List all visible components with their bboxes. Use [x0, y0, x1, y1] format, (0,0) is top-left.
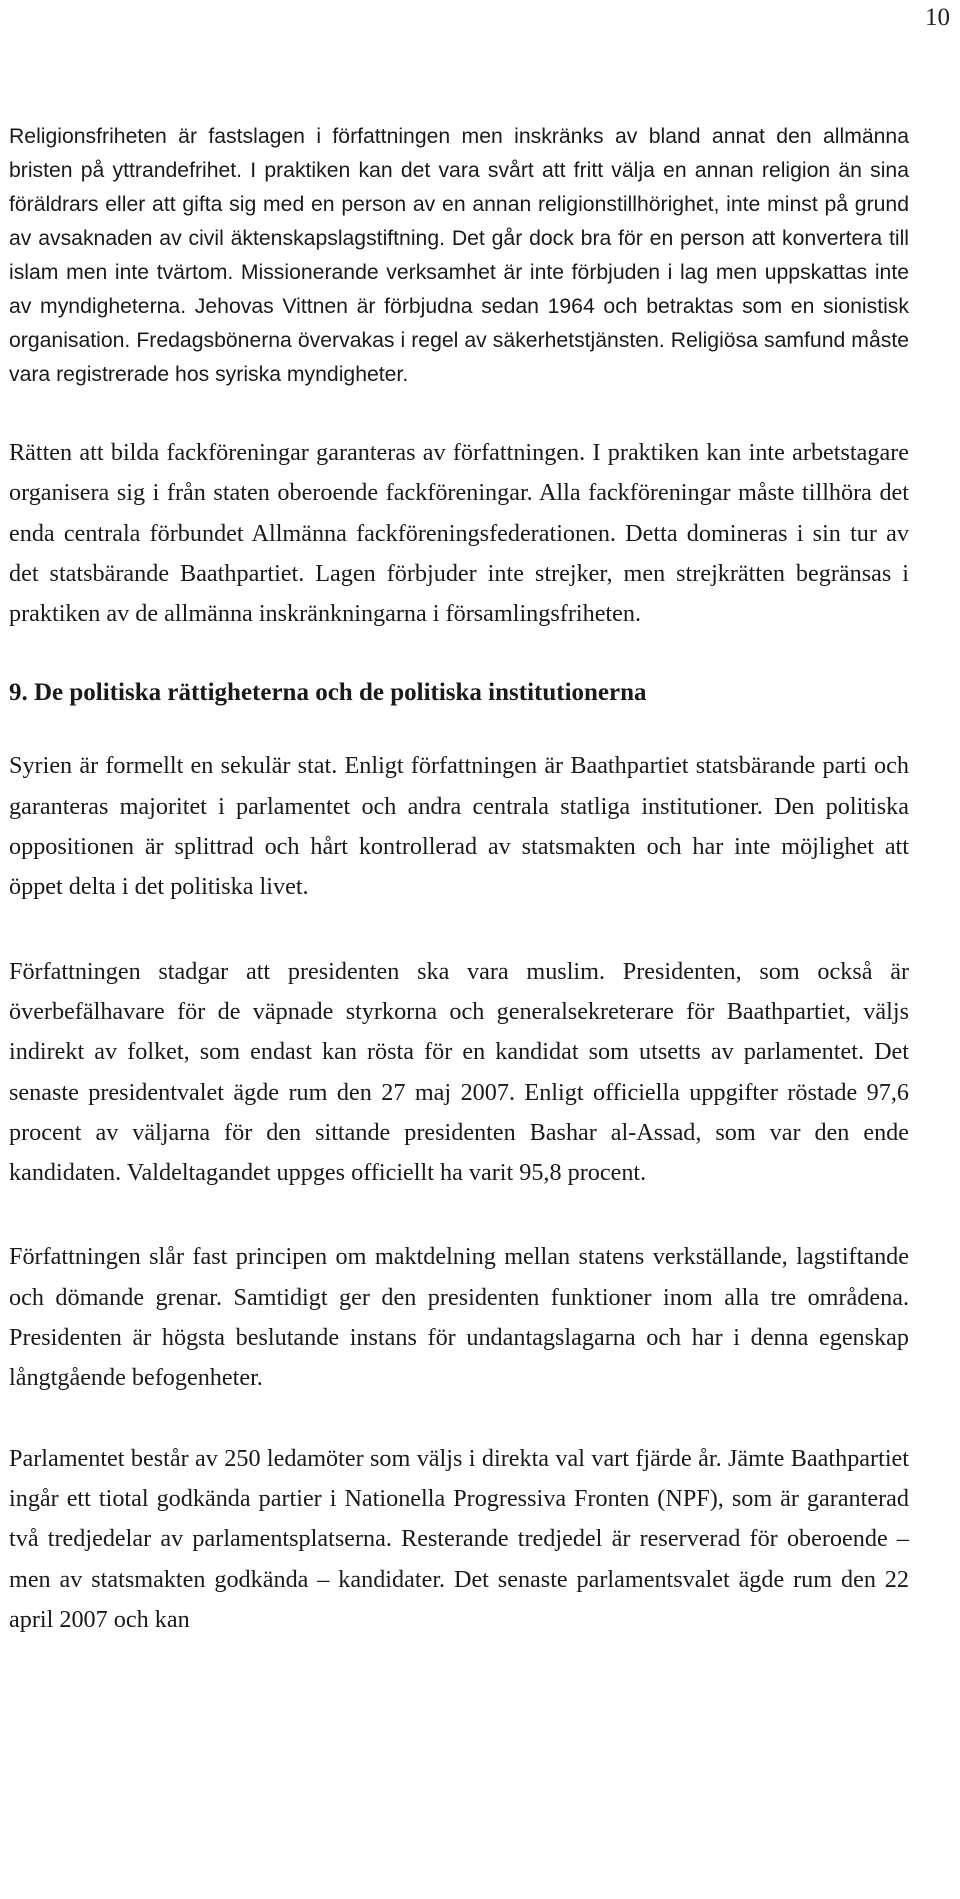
- paragraph-religious-freedom: Religionsfriheten är fastslagen i författningen men inskränks av bland annat den allmänna bristen på yttrandefrihet. I praktiken kan det vara svårt att fritt välja en annan religion än sina föräldrars eller att gifta sig med en person av en annan religionstillhörighet, inte minst på grund av avsaknaden av civil äktenskapslagstiftning. Det går dock bra för en person att konvertera till islam men inte tvärtom. Missionerande verksamhet är inte förbjuden i lag men uppskattas inte av myndigheterna. Jehovas Vittnen är förbjudna sedan 1964 och betraktas som en sionistisk organisation. Fredagsbönerna övervakas i regel av säkerhetstjänsten. Religiösa samfund måste vara registrerade hos syriska myndigheter.: [9, 125, 909, 386]
- paragraph-president: Författningen stadgar att presidenten ska vara muslim. Presidenten, som också är överbefälhavare för de väpnade styrkorna och generalsekreterare för Baathpartiet, väljs indirekt av folket, som endast kan rösta för en kandidat som utsetts av parlamentet. Det senaste presidentvalet ägde rum den 27 maj 2007. Enligt officiella uppgifter röstade 97,6 procent av väljarna för den sittande presidenten Bashar al-Assad, som var den ende kandidaten. Valdeltagandet uppges officiellt ha varit 95,8 procent.: [9, 957, 909, 1187]
- paragraph-separation-of-powers: Författningen slår fast principen om maktdelning mellan statens verkställande, lagstiftande och dömande grenar. Samtidigt ger den presidenten funktioner inom alla tre områdena. Presidenten är högsta beslutande instans för undantagslagarna och har i denna egenskap långtgående befogenheter.: [9, 1243, 909, 1392]
- paragraph-secular-state: Syrien är formellt en sekulär stat. Enligt författningen är Baathpartiet statsbärande parti och garanteras majoritet i parlamentet och andra centrala statliga institutioner. Den politiska oppositionen är splittrad och hårt kontrollerad av statsmakten och har inte möjlighet att öppet delta i det politiska livet.: [9, 752, 909, 901]
- page-content: [9, 120, 909, 1640]
- page-number: 10: [925, 4, 950, 31]
- section-heading: 9. De politiska rättigheterna och de politiska institutionerna: [9, 679, 647, 707]
- paragraph-parliament: Parlamentet består av 250 ledamöter som väljs i direkta val vart fjärde år. Jämte Baathpartiet ingår ett tiotal godkända partier i Nationella Progressiva Fronten (NPF), som är garanterad två tredjedelar av parlamentsplatserna. Resterande tredjedel är reserverad för oberoende – men av statsmakten godkända – kandidater. Det senaste parlamentsvalet ägde rum den 22 april 2007 och kan: [9, 1444, 909, 1633]
- paragraph-trade-unions: Rätten att bilda fackföreningar garanteras av författningen. I praktiken kan inte arbetstagare organisera sig i från staten oberoende fackföreningar. Alla fackföreningar måste tillhöra det enda centrala förbundet Allmänna fackföreningsfederationen. Detta domineras i sin tur av det statsbärande Baathpartiet. Lagen förbjuder inte strejker, men strejkrätten begränsas i praktiken av de allmänna inskränkningarna i församlingsfriheten.: [9, 439, 909, 628]
